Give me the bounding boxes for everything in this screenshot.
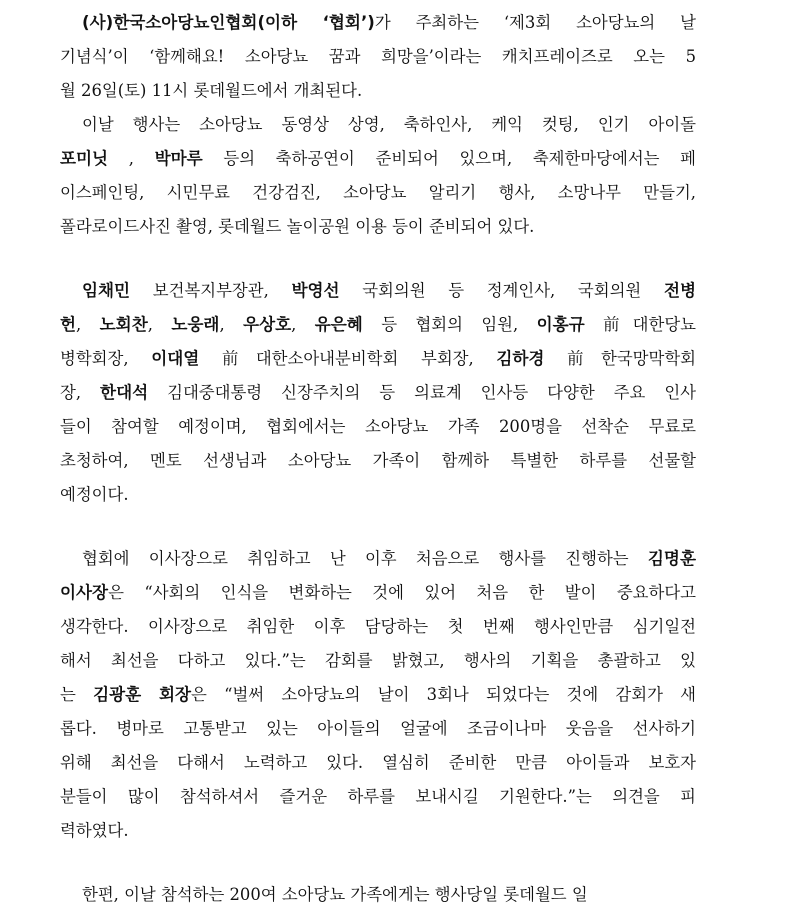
document-page	[60, 0, 696, 912]
text-run: 이스페인팅, 시민무료 건강검진, 소아당뇨 알리기 행사, 소망나무 만들기,	[60, 183, 696, 202]
bold-text: 한대석	[100, 383, 149, 402]
bold-text: 이홍규	[536, 315, 585, 334]
text-line	[60, 576, 696, 610]
paragraph	[60, 274, 696, 512]
text-run: ,	[147, 315, 172, 334]
bold-text: (사)한국소아당뇨인협회(이하 ‘협회’)	[82, 13, 375, 32]
paragraph	[60, 6, 696, 108]
bold-text: 노웅래	[171, 315, 220, 334]
text-run: 등 협회의 임원,	[362, 315, 537, 334]
text-line	[60, 142, 696, 176]
text-run: 국회의원 등 정계인사, 국회의원	[339, 281, 664, 300]
bold-text: 전병	[663, 281, 696, 300]
text-run: 한편, 이날 참석하는 200여 소아당뇨 가족에게는 행사당일 롯데월드 일	[82, 885, 588, 904]
text-run: ,	[291, 315, 315, 334]
paragraph	[60, 542, 696, 848]
paragraph-gap	[60, 512, 696, 542]
text-run: 前한국망막학회	[544, 349, 696, 368]
text-run: 예정이다.	[60, 485, 129, 504]
bold-text: 김명훈	[647, 549, 696, 568]
text-run: 이날 행사는 소아당뇨 동영상 상영, 축하인사, 케익 컷팅, 인기 아이돌	[82, 115, 696, 134]
bold-text: 박영선	[291, 281, 340, 300]
text-run: 가 주최하는 ‘제3회 소아당뇨의 날	[374, 13, 696, 32]
text-run: 등의 축하공연이 준비되어 있으며, 축제한마당에서는 페	[202, 149, 696, 168]
bold-text: 김광훈 회장	[93, 685, 192, 704]
text-run: ,	[76, 315, 100, 334]
text-run: 前대한소아내분비학회 부회장,	[199, 349, 497, 368]
text-run: 김대중대통령 신장주치의 등 의료계 인사등 다양한 주요 인사	[148, 383, 696, 402]
bold-text: 유은혜	[314, 315, 363, 334]
text-line	[60, 108, 696, 142]
text-line	[60, 644, 696, 678]
text-run: 보건복지부장관,	[130, 281, 292, 300]
text-line	[60, 410, 696, 444]
text-line	[60, 878, 696, 912]
text-run: 생각한다. 이사장으로 취임한 이후 담당하는 첫 번째 행사인만큼 심기일전	[60, 617, 696, 636]
text-line	[60, 678, 696, 712]
text-run: 은 “벌써 소아당뇨의 날이 3회나 되었다는 것에 감회가 새	[191, 685, 696, 704]
text-run: 장,	[60, 383, 101, 402]
text-run: 前대한당뇨	[584, 315, 697, 334]
bold-text: 이대열	[151, 349, 200, 368]
text-line	[60, 342, 696, 376]
text-line	[60, 746, 696, 780]
bold-text: 노회찬	[99, 315, 148, 334]
text-run: 들이 참여할 예정이며, 협회에서는 소아당뇨 가족 200명을 선착순 무료로	[60, 417, 696, 436]
text-line	[60, 74, 696, 108]
text-line	[60, 478, 696, 512]
text-run: 해서 최선을 다하고 있다.”는 감회를 밝혔고, 행사의 기획을 총괄하고 있	[60, 651, 696, 670]
text-run: 초청하여, 멘토 선생님과 소아당뇨 가족이 함께하 특별한 하루를 선물할	[60, 451, 696, 470]
bold-text: 임채민	[82, 281, 131, 300]
bold-text: 이사장	[60, 583, 109, 602]
bold-text: 포미닛	[60, 149, 109, 168]
text-run: ,	[108, 149, 155, 168]
text-line	[60, 40, 696, 74]
text-run: 병학회장,	[60, 349, 152, 368]
text-line	[60, 210, 696, 244]
text-run: 협회에 이사장으로 취임하고 난 이후 처음으로 행사를 진행하는	[82, 549, 648, 568]
text-run: 롭다. 병마로 고통받고 있는 아이들의 얼굴에 조금이나마 웃음을 선사하기	[60, 719, 696, 738]
text-run: 력하였다.	[60, 821, 129, 840]
text-run: 은 “사회의 인식을 변화하는 것에 있어 처음 한 발이 중요하다고	[108, 583, 696, 602]
paragraph-gap	[60, 244, 696, 274]
text-line	[60, 542, 696, 576]
text-line	[60, 814, 696, 848]
text-run: ,	[219, 315, 244, 334]
text-run: 월 26일(토) 11시 롯데월드에서 개최된다.	[60, 81, 363, 100]
text-run: 기념식’이 ‘함께해요! 소아당뇨 꿈과 희망을’이라는 캐치프레이즈로 오는 5	[60, 47, 696, 66]
text-line	[60, 176, 696, 210]
text-run: 폴라로이드사진 촬영, 롯데월드 놀이공원 이용 등이 준비되어 있다.	[60, 217, 535, 236]
text-line	[60, 308, 696, 342]
text-line	[60, 610, 696, 644]
bold-text: 김하경	[496, 349, 545, 368]
text-line	[60, 274, 696, 308]
bold-text: 우상호	[243, 315, 292, 334]
paragraph-gap	[60, 848, 696, 878]
text-line	[60, 376, 696, 410]
text-run: 는	[60, 685, 94, 704]
text-run: 분들이 많이 참석하셔서 즐거운 하루를 보내시길 기원한다.”는 의견을 피	[60, 787, 696, 806]
paragraph	[60, 878, 696, 912]
text-line	[60, 444, 696, 478]
text-run: 위해 최선을 다해서 노력하고 있다. 열심히 준비한 만큼 아이들과 보호자	[60, 753, 696, 772]
paragraph	[60, 108, 696, 244]
text-line	[60, 780, 696, 814]
bold-text: 헌	[60, 315, 77, 334]
text-line	[60, 712, 696, 746]
text-line	[60, 6, 696, 40]
bold-text: 박마루	[154, 149, 203, 168]
